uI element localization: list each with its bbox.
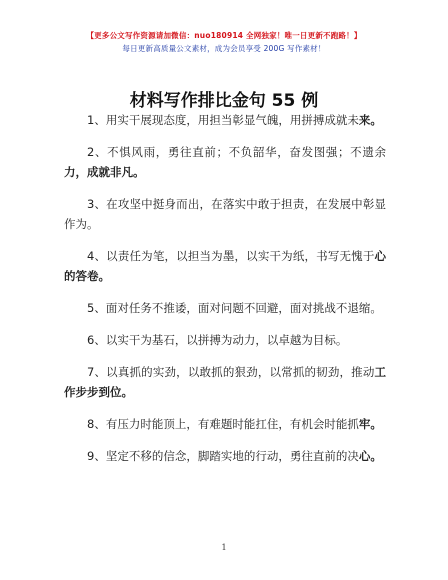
paragraph-8 (64, 414, 386, 434)
paragraph-bold-tail: 力，成就非凡。 (64, 165, 145, 179)
paragraph-text: 2、不惧风雨，勇往直前；不负韶华，奋发图强；不遗余 (87, 145, 386, 159)
paragraph-bold-tail: 牢。 (358, 417, 382, 431)
paragraph-6 (64, 330, 386, 350)
paragraph-text: 5、面对任务不推诿，面对问题不回避，面对挑战不退缩。 (87, 301, 382, 315)
paragraph-text: 7、以真抓的实劲，以敢抓的狠劲，以常抓的韧劲，推动 (87, 365, 375, 379)
paragraph-2 (64, 142, 386, 182)
paragraph-bold-tail: 心的答卷。 (64, 249, 386, 283)
paragraph-3 (64, 194, 386, 234)
paragraph-text: 6、以实干为基石，以拼搏为动力，以卓越为目标。 (87, 333, 348, 347)
document-title: 材料写作排比金句 55 例 (129, 91, 319, 111)
paragraph-4 (64, 246, 386, 286)
paragraph-text: 1、用实干展现态度，用担当彰显气魄，用拼搏成就未 (87, 113, 359, 127)
paragraph-5 (64, 298, 386, 318)
promo-banner-line2: 每日更新高质量公文素材，成为会员享受 200G 写作素材！ (122, 44, 326, 53)
document-body (64, 110, 386, 478)
paragraph-text: 3、在攻坚中挺身而出，在落实中敢于担责，在发展中彰显作为。 (64, 197, 386, 231)
paragraph-bold-tail: 来。 (358, 113, 382, 127)
paragraph-bold-tail: 工作步步到位。 (64, 365, 386, 399)
paragraph-text: 4、以责任为笔，以担当为墨，以实干为纸，书写无愧于 (87, 249, 375, 263)
paragraph-7 (64, 362, 386, 402)
paragraph-9 (64, 446, 386, 466)
promo-banner-line1: 【更多公文写作资源请加微信：nuo180914 全网独家！唯一日更新不跑路！】 (86, 31, 362, 40)
paragraph-1 (64, 110, 386, 130)
paragraph-text: 9、坚定不移的信念，脚踏实地的行动，勇往直前的决 (87, 449, 359, 463)
paragraph-bold-tail: 心。 (358, 449, 382, 463)
paragraph-text: 8、有压力时能顶上，有难题时能扛住，有机会时能抓 (87, 417, 359, 431)
page-number: 1 (221, 543, 227, 552)
